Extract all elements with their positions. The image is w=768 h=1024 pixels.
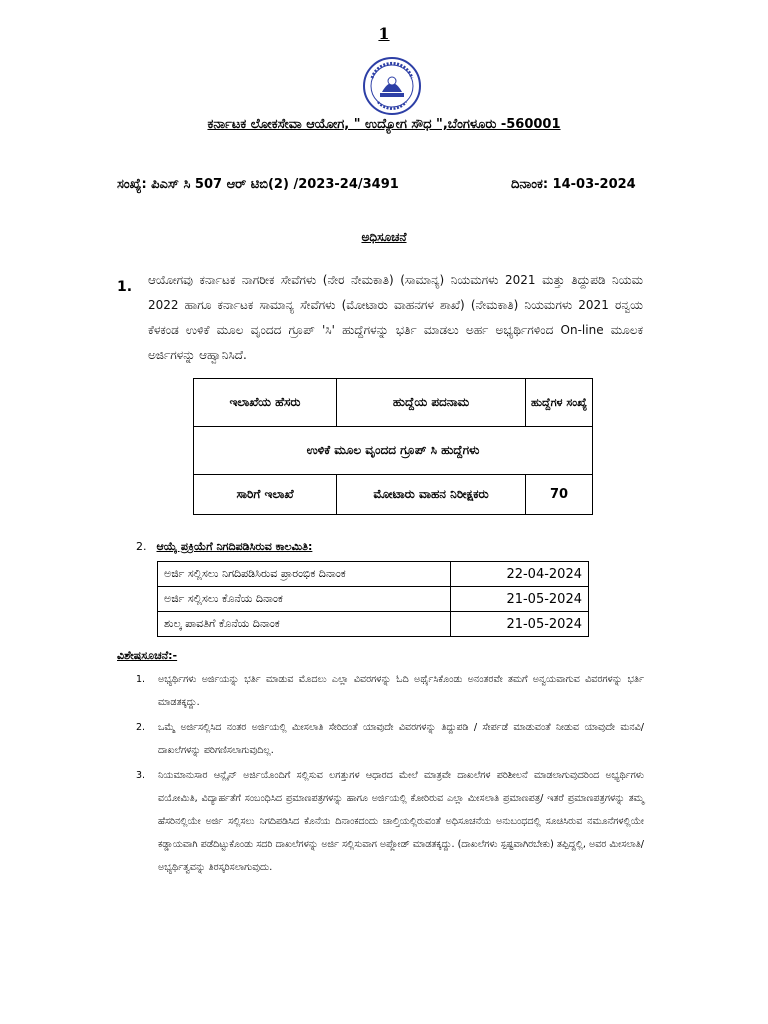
note-number: 2.: [136, 722, 146, 733]
table-row: [158, 562, 589, 587]
header-department: ಇಲಾಖೆಯ ಹೆಸರು: [194, 379, 337, 427]
schedule-label: ಅರ್ಜಿ ಸಲ್ಲಿಸಲು ನಿಗದಿಪಡಿಸಿರುವ ಪ್ರಾರಂಭಿಕ ದಿನಾಂಕ: [158, 562, 451, 587]
post-cell: ಮೋಟಾರು ವಾಹನ ನಿರೀಕ್ಷಕರು: [337, 475, 526, 515]
item1-paragraph: ಆಯೋಗವು ಕರ್ನಾಟಕ ನಾಗರೀಕ ಸೇವೆಗಳು (ನೇರ ನೇಮಕಾತಿ) (ಸಾಮಾನ್ಯ) ನಿಯಮಗಳು 2021 ಮತ್ತು ತಿದ್ದುಪಡಿ ನಿಯಮ 2022 ಹಾಗೂ ಕರ್ನಾಟಕ ಸಾಮಾನ್ಯ ಸೇವೆಗಳು (ಮೋಟಾರು ವಾಹನಗಳ ಶಾಖೆ) (ನೇಮಕಾತಿ) ನಿಯಮಗಳು 2021 ರನ್ವಯ ಕೆಳಕಂಡ ಉಳಿಕೆ ಮೂಲ ವೃಂದದ ಗ್ರೂಪ್ 'ಸಿ' ಹುದ್ದೆಗಳನ್ನು ಭರ್ತಿ ಮಾಡಲು ಅರ್ಹ ಅಭ್ಯರ್ಥಿಗಳಿಂದ On-line ಮೂಲಕ ಅರ್ಜಿಗಳನ್ನು ಆಹ್ವಾನಿಸಿದೆ.: [148, 273, 643, 362]
reference-number: ಸಂಖ್ಯೆ: ಪಿಎಸ್ ಸಿ 507 ಆರ್ ಟಿಬಿ(2) /2023-24/3491: [117, 177, 399, 192]
table-row: [158, 612, 589, 637]
list-item: [136, 764, 644, 879]
item-number: 2.: [136, 540, 147, 553]
list-item: [136, 668, 644, 714]
schedule-value: 21-05-2024: [451, 587, 589, 612]
commission-address: ಕರ್ನಾಟಕ ಲೋಕಸೇವಾ ಆಯೋಗ, " ಉದ್ಯೋಗ ಸೌಧ ",ಬೆಂಗಳೂರು -560001: [207, 117, 561, 132]
header-count: ಹುದ್ದೆಗಳ ಸಂಖ್ಯೆ: [526, 379, 593, 427]
page-number: 1: [378, 24, 390, 43]
schedule-value: 21-05-2024: [451, 612, 589, 637]
notification-date: ದಿನಾಂಕ: 14-03-2024: [511, 177, 636, 192]
item2-title-line: [136, 540, 312, 554]
list-item: [136, 716, 644, 762]
schedule-label: ಶುಲ್ಕ ಪಾವತಿಗೆ ಕೊನೆಯ ದಿನಾಂಕ: [158, 612, 451, 637]
item-number: 1.: [117, 279, 133, 295]
schedule-value: 22-04-2024: [451, 562, 589, 587]
posts-table: [193, 378, 593, 515]
special-note-heading: ವಿಶೇಷಸೂಚನೆ:-: [117, 649, 178, 662]
table-row: [194, 475, 593, 515]
group-label: ಉಳಿಕೆ ಮೂಲ ವೃಂದದ ಗ್ರೂಪ್ ಸಿ ಹುದ್ದೆಗಳು: [194, 427, 593, 475]
kpsc-emblem-logo: [362, 56, 422, 116]
schedule-label: ಅರ್ಜಿ ಸಲ್ಲಿಸಲು ಕೊನೆಯ ದಿನಾಂಕ: [158, 587, 451, 612]
note-text: ಒಮ್ಮೆ ಅರ್ಜಿಸಲ್ಲಿಸಿದ ನಂತರ ಅರ್ಜಿಯಲ್ಲಿ ಮೀಸಲಾತಿ ಸೇರಿದಂತೆ ಯಾವುದೇ ವಿವರಗಳನ್ನು ತಿದ್ದುಪಡಿ / ಸೇರ್ಪಡೆ ಮಾಡುವಂತೆ ನೀಡುವ ಯಾವುದೇ ಮನವಿ/ ದಾಖಲೆಗಳನ್ನು ಪರಿಗಣಿಸಲಾಗುವುದಿಲ್ಲ.: [158, 722, 644, 756]
document-heading: ಅಧಿಸೂಚನೆ: [361, 230, 407, 244]
notes-list: [136, 668, 644, 881]
note-text: ನಿಯಮಾನುಸಾರ ಆನ್ಲೈನ್ ಅರ್ಜಿಯೊಂದಿಗೆ ಸಲ್ಲಿಸುವ ಲಗತ್ತುಗಳ ಆಧಾರದ ಮೇಲೆ ಮಾತ್ರವೇ ದಾಖಲೆಗಳ ಪರಿಶೀಲನೆ ಮಾಡಲಾಗುವುದರಿಂದ ಅಭ್ಯರ್ಥಿಗಳು ವಯೋಮಿತಿ, ವಿದ್ಯಾರ್ಹತೆಗೆ ಸಂಬಂಧಿಸಿದ ಪ್ರಮಾಣಪತ್ರಗಳನ್ನು ಹಾಗೂ ಅರ್ಜಿಯಲ್ಲಿ ಕೋರಿರುವ ಎಲ್ಲಾ ಮೀಸಲಾತಿ ಪ್ರಮಾಣಪತ್ರ/ ಇತರೆ ಪ್ರಮಾಣಪತ್ರಗಳನ್ನು ತಮ್ಮ ಹೆಸರಿನಲ್ಲಿಯೇ ಅರ್ಜಿ ಸಲ್ಲಿಸಲು ನಿಗದಿಪಡಿಸಿದ ಕೊನೆಯ ದಿನಾಂಕದಂದು ಚಾಲ್ತಿಯಲ್ಲಿರುವಂತೆ ಅಧಿಸೂಚನೆಯ ಅನುಬಂಧದಲ್ಲಿ ಸೂಚಿಸಿರುವ ನಮೂನೆಗಳಲ್ಲಿಯೇ ಕಡ್ಡಾಯವಾಗಿ ಪಡೆದಿಟ್ಟುಕೊಂಡು ಸದರಿ ದಾಖಲೆಗಳನ್ನು ಅರ್ಜಿ ಸಲ್ಲಿಸುವಾಗ ಅಪ್ಲೋಡ್ ಮಾಡತಕ್ಕದ್ದು. (ದಾಖಲೆಗಳು ಸ್ಪಷ್ಟವಾಗಿರಬೇಕು) ತಪ್ಪಿದ್ದಲ್ಲಿ, ಅವರ ಮೀಸಲಾತಿ/ಅಭ್ಯರ್ಥಿತ್ವವನ್ನು ತಿರಸ್ಕರಿಸಲಾಗುವುದು.: [158, 770, 644, 873]
header-post: ಹುದ್ದೆಯ ಪದನಾಮ: [337, 379, 526, 427]
count-cell: 70: [526, 475, 593, 515]
note-number: 3.: [136, 770, 146, 781]
note-text: ಅಭ್ಯರ್ಥಿಗಳು ಅರ್ಜಿಯನ್ನು ಭರ್ತಿ ಮಾಡುವ ಮೊದಲು ಎಲ್ಲಾ ವಿವರಗಳನ್ನು ಓದಿ ಅರ್ಥೈಸಿಕೊಂಡು ಅನಂತರವೇ ತಮಗೆ ಅನ್ವಯವಾಗುವ ವಿವರಗಳನ್ನು ಭರ್ತಿ ಮಾಡತಕ್ಕದ್ದು.: [158, 674, 644, 708]
note-number: 1.: [136, 674, 146, 685]
schedule-table: [157, 561, 589, 637]
table-header-row: [194, 379, 593, 427]
schedule-title: ಆಯ್ಕೆ ಪ್ರಕ್ರಿಯೆಗೆ ನಿಗದಿಪಡಿಸಿರುವ ಕಾಲಮಿತಿ:: [156, 540, 313, 553]
table-group-row: [194, 427, 593, 475]
table-row: [158, 587, 589, 612]
department-cell: ಸಾರಿಗೆ ಇಲಾಖೆ: [194, 475, 337, 515]
